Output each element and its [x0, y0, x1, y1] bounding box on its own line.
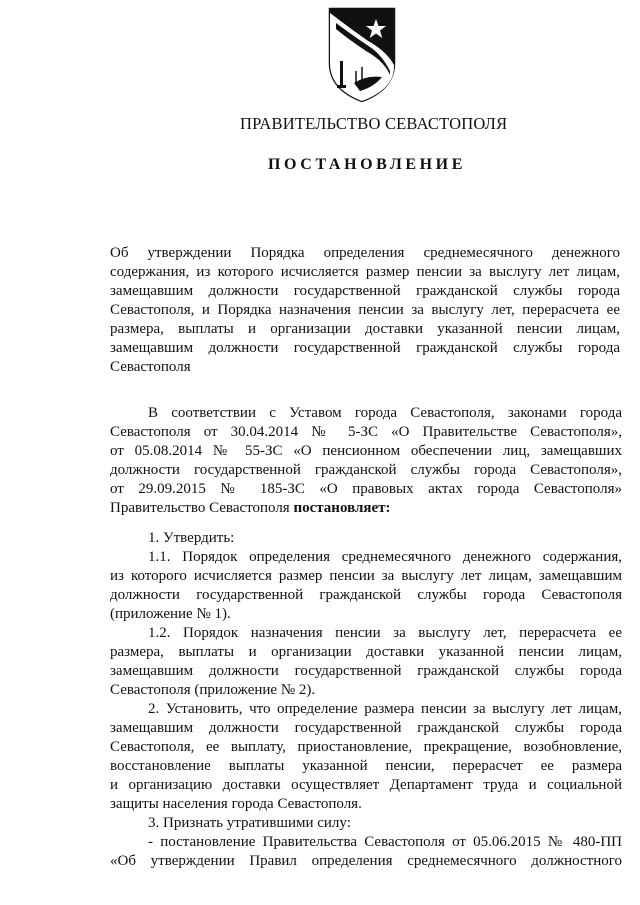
document-subject [110, 244, 620, 377]
item-1-2 [110, 624, 622, 700]
item-line: Севастополя, ее выплату, приостановление, прекращение, возобновление, [110, 739, 622, 755]
item-line: защиты населения города Севастополя. [110, 796, 362, 812]
preamble-line: от 29.09.2015 № 185-ЗС «О правовых актах города Севастополя» [110, 481, 622, 497]
item-line: «Об утверждении Правил определения среднемесячного должностного [110, 853, 622, 869]
item-3-1 [110, 833, 622, 871]
item-line: 1.1. Порядок определения среднемесячного денежного содержания, [148, 549, 622, 565]
item-1: 1. Утвердить: [148, 530, 235, 546]
preamble-line: должности государственной гражданской службы города Севастополя», [110, 462, 622, 478]
organization-name: ПРАВИТЕЛЬСТВО СЕВАСТОПОЛЯ [240, 114, 508, 133]
subject-line: Севастополя, и Порядка назначения пенсии за выслугу лет, перерасчета ее [110, 302, 620, 318]
preamble [110, 404, 622, 518]
item-line: (приложение № 1). [110, 606, 231, 622]
resolves-keyword: постановляет: [293, 500, 391, 516]
preamble-line: Севастополя от 30.04.2014 № 5-ЗС «О Правительстве Севастополя», [110, 424, 622, 440]
subject-line: Об утверждении Порядка определения среднемесячного денежного [110, 245, 620, 261]
item-line: и организацию доставки осуществляет Департамент труда и социальной [110, 777, 622, 793]
subject-line: содержания, из которого исчисляется размер пенсии за выслугу лет лицам, [110, 264, 620, 280]
subject-line: размера, выплаты и организации доставки указанной пенсии лицам, [110, 321, 620, 337]
preamble-text: Правительство Севастополя [110, 500, 294, 516]
item-line: из которого исчисляется размер пенсии за выслугу лет лицам, замещавшим [110, 568, 622, 584]
subject-line: Севастополя [110, 359, 191, 375]
item-line: 2. Установить, что определение размера пенсии за выслугу лет лицам, [148, 701, 622, 717]
document-body [110, 404, 622, 871]
preamble-line [110, 499, 622, 518]
item-line: Севастополя (приложение № 2). [110, 682, 316, 698]
item-line: 1.2. Порядок назначения пенсии за выслугу лет, перерасчета ее [148, 625, 622, 641]
subject-line: замещавшим должности государственной гражданской службы города [110, 340, 620, 356]
subject-line: замещавшим должности государственной гражданской службы города [110, 283, 620, 299]
item-1-1 [110, 548, 622, 624]
item-line: - постановление Правительства Севастополя от 05.06.2015 № 480-ПП [148, 834, 622, 850]
preamble-line: от 05.08.2014 № 55-ЗС «О пенсионном обеспечении лиц, замещавших [110, 443, 622, 459]
item-line: должности государственной гражданской службы города Севастополя [110, 587, 622, 603]
document-type-title: ПОСТАНОВЛЕНИЕ [268, 156, 466, 173]
item-line: замещавшим должности государственной гражданской службы города [110, 720, 622, 736]
preamble-line: В соответствии с Уставом города Севастополя, законами города [148, 405, 622, 421]
item-2 [110, 700, 622, 814]
item-line: размера, выплаты и организации доставки указанной пенсии лицам, [110, 644, 622, 660]
coat-of-arms-emblem [326, 5, 398, 103]
item-3: 3. Признать утратившими силу: [148, 815, 351, 831]
item-line: замещавшим должности государственной гражданской службы города [110, 663, 622, 679]
item-line: восстановление выплаты указанной пенсии, перерасчет ее размера [110, 758, 622, 774]
